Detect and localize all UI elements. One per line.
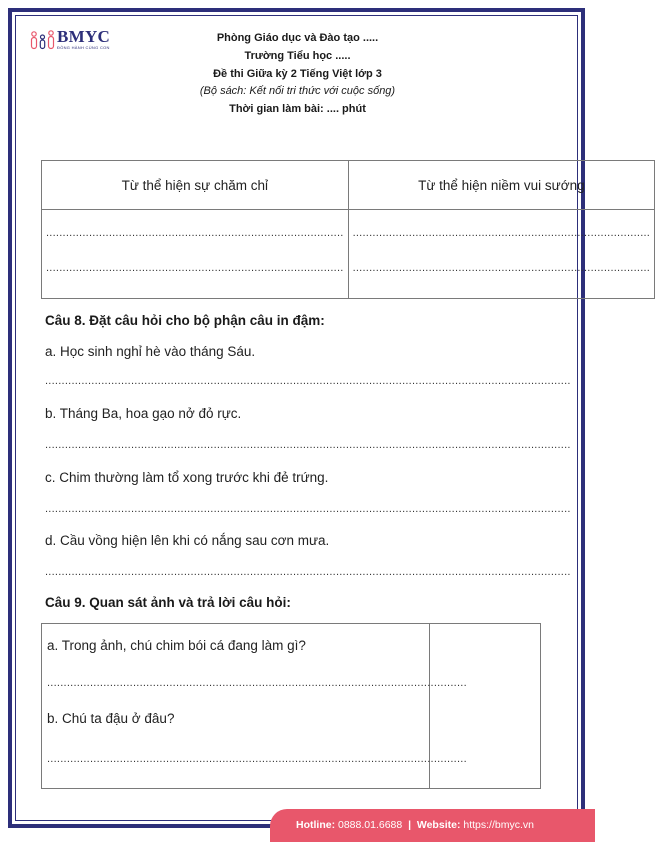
- header-duration: Thời gian làm bài: .... phút: [229, 103, 366, 116]
- header-exam-title: Đề thi Giữa kỳ 2 Tiếng Việt lớp 3: [213, 67, 382, 80]
- question-8-title: Câu 8. Đặt câu hỏi cho bộ phận câu in đậm:: [45, 313, 325, 328]
- answer-dots: ..........................................................................................: [352, 227, 651, 239]
- hotline-number[interactable]: 0888.01.6688: [338, 819, 403, 831]
- website-label: Website:: [416, 819, 461, 831]
- answer-line-9b[interactable]: ...............................................................................................................................: [47, 753, 467, 765]
- answer-dots: ..........................................................................................: [352, 262, 651, 274]
- question-9-table: [41, 623, 541, 789]
- question-8a: a. Học sinh nghỉ hè vào tháng Sáu.: [45, 344, 256, 359]
- footer-separator: |: [408, 819, 412, 831]
- question-8c: c. Chim thường làm tổ xong trước khi đẻ trứng.: [45, 470, 329, 485]
- website-link[interactable]: https://bmyc.vn: [463, 819, 534, 831]
- question-9-answers: [42, 624, 467, 789]
- answer-line-8d[interactable]: ...............................................................................................................................................................: [45, 566, 571, 578]
- word-table-header-diligence: Từ thể hiện sự chăm chỉ: [42, 161, 349, 210]
- answer-line-8c[interactable]: ...............................................................................................................................................................: [45, 503, 571, 515]
- question-8b: b. Tháng Ba, hoa gạo nở đỏ rực.: [45, 406, 242, 421]
- word-table: [41, 160, 655, 299]
- answer-line-8a[interactable]: ...............................................................................................................................................................: [45, 375, 571, 387]
- answer-dots: ..........................................................................................: [46, 227, 344, 239]
- footer-banner: [270, 809, 595, 842]
- header-book-series: (Bộ sách: Kết nối tri thức với cuộc sống): [199, 85, 396, 98]
- logo-brand: BMYC: [57, 27, 111, 46]
- answer-line-8b[interactable]: ...............................................................................................................................................................: [45, 439, 571, 451]
- header-department: Phòng Giáo dục và Đào tạo .....: [216, 32, 379, 44]
- word-table-cell-diligence[interactable]: [42, 210, 349, 299]
- header-school: Trường Tiểu học .....: [244, 49, 351, 62]
- footer-contact: [296, 819, 534, 831]
- question-8d: d. Cầu vồng hiện lên khi có nắng sau cơn mưa.: [45, 533, 330, 548]
- question-9b: b. Chú ta đậu ở đâu?: [47, 711, 175, 726]
- hotline-label: Hotline:: [296, 819, 336, 831]
- word-table-cell-joy[interactable]: [348, 210, 655, 299]
- word-table-header-joy: Từ thể hiện niềm vui sướng: [348, 161, 655, 210]
- answer-line-9a[interactable]: ...............................................................................................................................: [47, 677, 467, 689]
- exam-header: [0, 30, 595, 119]
- answer-dots: ..........................................................................................: [46, 262, 344, 274]
- logo-tagline: ĐỒNG HÀNH CÙNG CON: [57, 45, 110, 50]
- question-9a: a. Trong ảnh, chú chim bói cá đang làm gì?: [47, 638, 306, 653]
- question-9-title: Câu 9. Quan sát ảnh và trả lời câu hỏi:: [45, 595, 291, 610]
